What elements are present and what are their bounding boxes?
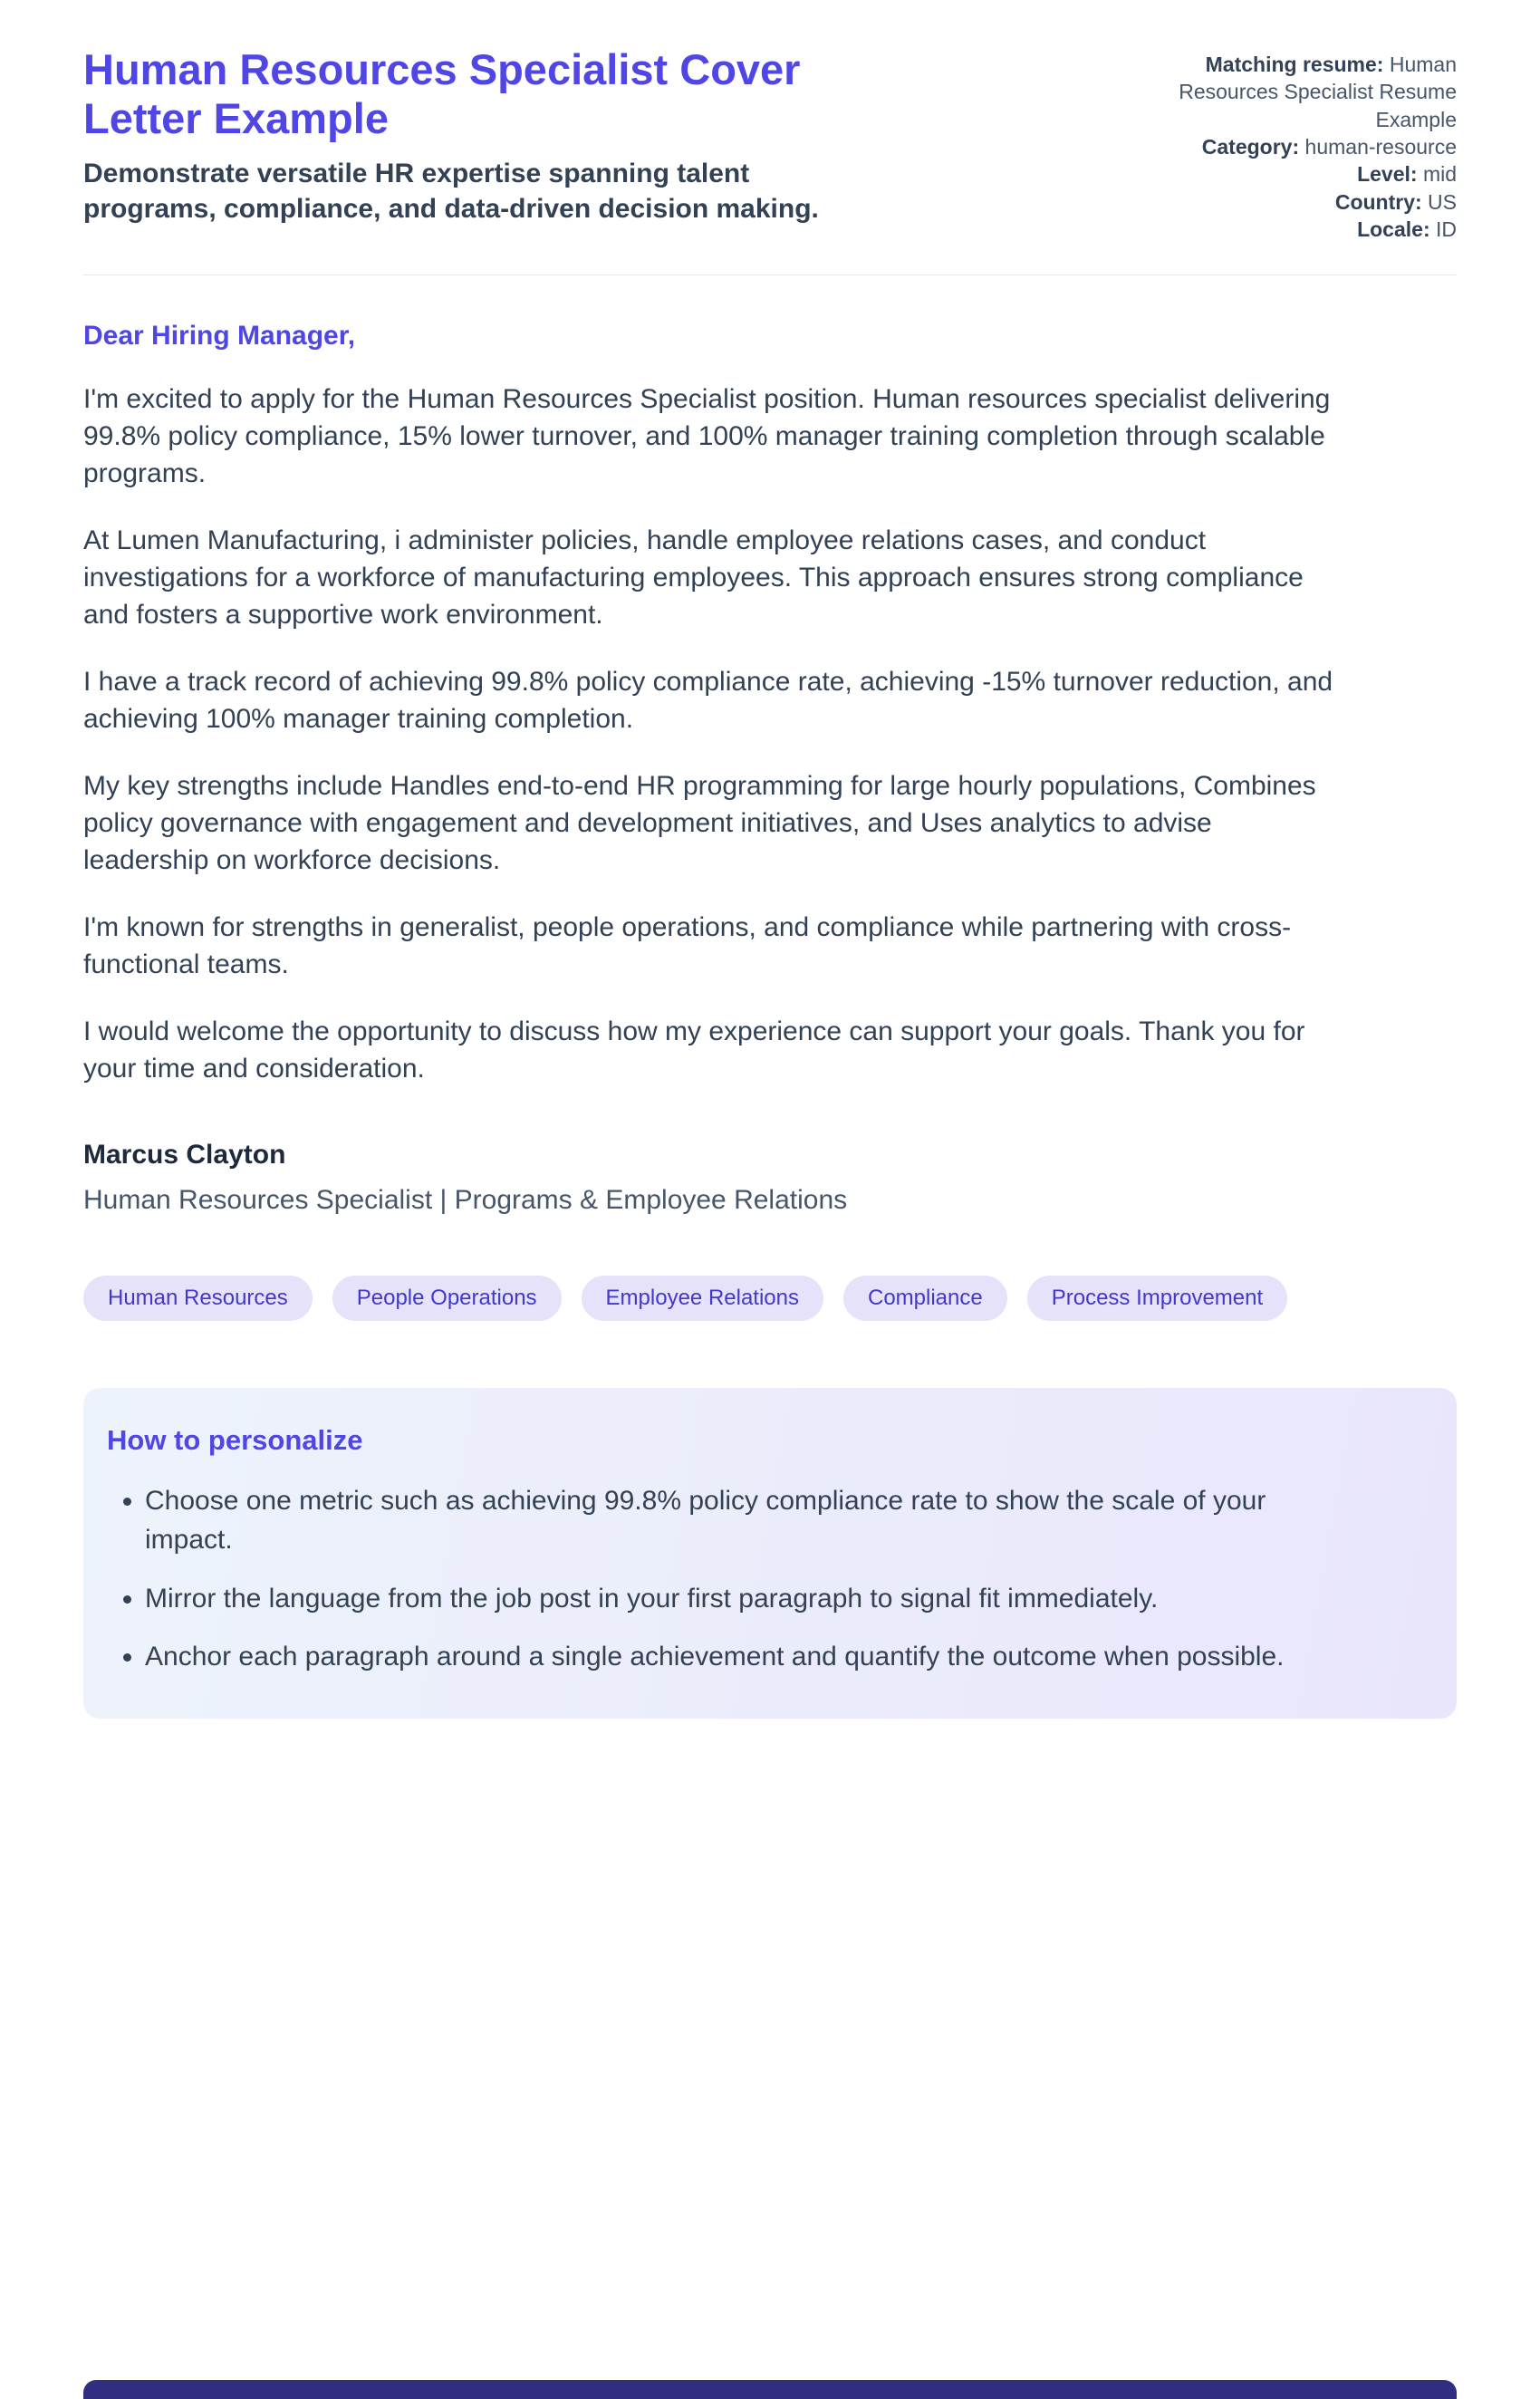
meta-value: US xyxy=(1428,189,1457,214)
meta-value: mid xyxy=(1422,162,1457,187)
letter-paragraph: I'm known for strengths in generalist, people operations, and compliance while partnering with cross-functional teams. xyxy=(83,911,1292,980)
letter-paragraph: I would welcome the opportunity to discuss how my experience can support your goals. Thank you for your time and consideration. xyxy=(83,1016,1305,1084)
letter-body xyxy=(83,321,1457,1217)
meta-label: Level: xyxy=(1357,162,1418,187)
header-title-block xyxy=(83,45,871,226)
meta-value: Human Resources Specialist Resume Example xyxy=(1179,53,1457,131)
signature-block xyxy=(83,1140,1457,1216)
tip-item: • Mirror the language from the job post in your first paragraph to signal fit immediately. xyxy=(145,1580,1314,1619)
tag-employee-relations[interactable]: Employee Relations xyxy=(582,1276,823,1321)
tag-human-resources[interactable]: Human Resources xyxy=(83,1276,313,1321)
letter-paragraph: My key strengths include Handles end-to-end HR programming for large hourly populations, Combines policy governance with engagement and development initiatives, and Uses analytics to advise leadership on workforce decisions. xyxy=(83,770,1316,876)
meta-block xyxy=(1138,51,1457,244)
tag-compliance[interactable]: Compliance xyxy=(843,1276,1007,1321)
meta-label: Matching resume: xyxy=(1205,53,1384,76)
page-header xyxy=(83,45,1457,244)
meta-item-category xyxy=(1138,133,1457,160)
meta-label: Category: xyxy=(1201,135,1300,159)
letter-paragraph: I have a track record of achieving 99.8% policy compliance rate, achieving -15% turnover reduction, and achieving 100% manager training completion. xyxy=(83,666,1333,735)
personalize-tip-list xyxy=(107,1482,1413,1676)
meta-label: Locale: xyxy=(1357,217,1430,242)
page-title: Human Resources Specialist Cover Letter Example xyxy=(83,45,801,143)
salutation: Dear Hiring Manager, xyxy=(83,320,356,351)
signature-title: Human Resources Specialist | Programs & Employee Relations xyxy=(83,1185,848,1216)
tag-process-improvement[interactable]: Process Improvement xyxy=(1027,1276,1287,1321)
signature-name: Marcus Clayton xyxy=(83,1140,286,1171)
meta-item-level xyxy=(1138,160,1457,188)
page-subtitle: Demonstrate versatile HR expertise spanning talent programs, compliance, and data-driven decision making. xyxy=(83,159,819,225)
tip-item: • Anchor each paragraph around a single achievement and quantify the outcome when possible. xyxy=(145,1638,1314,1677)
meta-item-matching-resume xyxy=(1138,51,1457,133)
tip-item: • Choose one metric such as achieving 99.8% policy compliance rate to show the scale of your impact. xyxy=(145,1482,1314,1559)
personalize-heading: How to personalize xyxy=(107,1424,363,1457)
meta-value: human-resource xyxy=(1304,135,1457,159)
meta-item-locale xyxy=(1138,216,1457,243)
meta-item-country xyxy=(1138,188,1457,216)
tag-list xyxy=(83,1276,1457,1321)
personalize-box xyxy=(83,1388,1457,1718)
footer-bar xyxy=(83,2380,1457,2399)
meta-value: ID xyxy=(1436,217,1457,242)
letter-paragraph: At Lumen Manufacturing, i administer policies, handle employee relations cases, and conduct investigations for a workforce of manufacturing employees. This approach ensures strong compliance and fosters a supportive work environment. xyxy=(83,525,1304,631)
meta-label: Country: xyxy=(1334,189,1422,214)
tag-people-operations[interactable]: People Operations xyxy=(332,1276,562,1321)
letter-paragraph: I'm excited to apply for the Human Resources Specialist position. Human resources specialist delivering 99.8% policy compliance, 15% lower turnover, and 100% manager training completion through scalable programs. xyxy=(83,383,1331,489)
